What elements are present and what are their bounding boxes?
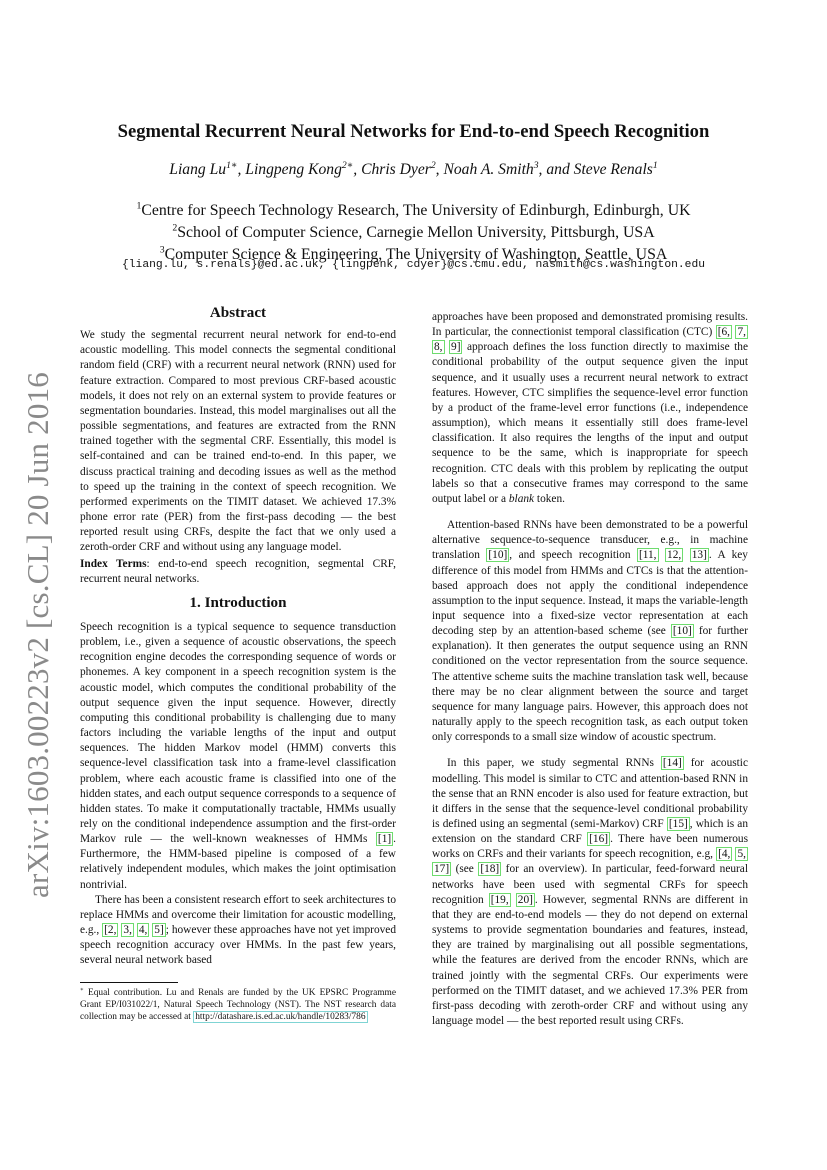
citation-link[interactable]: 9] (451, 341, 461, 354)
citation-link[interactable]: 12, (667, 549, 682, 562)
intro-paragraph: Speech recognition is a typical sequence to sequence transduction problem, i.e., given a sequence of acoustic observations, the speech recognition engine decodes the corresponding sequence of words or phonemes. A key component in a speech recognition system is the acoustic model, which computes the conditional probability of the output sequence given the input sequence. However, directly computing this conditional probability is challenging due to many factors including the variable lengths of the input and output sequences. The hidden Markov model (HMM) converts this sequence-level classification task into a frame-level classification problem, where each acoustic frame is classified into one of the hidden states, and each output sequence corresponds to a sequence of hidden states. To make it computationally tractable, HMMs usually rely on the conditional independence assumption and the first-order Markov rule — the well-known weaknesses of HMMs [1] . Furthermore, the HMM-based pipeline is composed of a few relatively independent modules, which makes the joint optimisation nontrivial. (80, 620, 396, 891)
citation-link[interactable]: [16] (589, 833, 609, 846)
citation-link[interactable]: [4, (718, 848, 731, 861)
body-paragraph: approaches have been proposed and demonstrated promising results. In particular, the connectionist temporal classification (CTC) [6, 7, 8, 9] approach defines the loss function directly to maximise the conditional probability of the output sequence given the input sequence, and it usually uses a recurrent neural network to extract features. However, CTC simplifies the sequence-level error function by a product of the frame-level error functions (i.e., independence assumption), which means it essentially still does frame-level classification. It also requires the lengths of the input and output sequence to be the same, which is inappropriate for speech recognition. CTC deals with this problem by replicating the output labels so that a consecutive frames may correspond to the same output label or a blank token. (432, 311, 748, 505)
citation-link[interactable]: 13] (691, 549, 707, 562)
citation-link[interactable]: [2, (104, 924, 117, 937)
citation-link[interactable]: 4, (138, 924, 148, 937)
citation-link[interactable]: 3, (123, 924, 132, 937)
citation-link[interactable]: [10] (672, 625, 692, 638)
author-mark: 2 (430, 159, 436, 171)
abstract-text: We study the segmental recurrent neural network for end-to-end acoustic modelling. This model connects the segmental conditional random field (CRF) with a recurrent neural network (RNN) used for feature extraction. Compared to most previous CRF-based acoustic models, it does not rely on an external system to provide features or segmentation boundaries. Instead, this model marginalises out all the possible segmentations, and features are extracted from the RNN trained together with the segmental CRF. Essentially, this model is self-contained and can be trained end-to-end. In this paper, we discuss practical training and decoding issues as well as the method to speed up the training in the context of speech recognition. We performed experiments on the TIMIT dataset. We achieved 17.3% phone error rate (PER) from the first-pass decoding — the best reported result using CRFs, despite the fact that we only used a zeroth-order CRF and without using any language model. (80, 329, 396, 554)
citation-link[interactable]: [6, (717, 326, 730, 339)
citation-link[interactable]: 5, (737, 848, 746, 861)
footnote: ∗ Equal contribution. Lu and Renals are funded by the UK EPSRC Programme Grant EP/I031022/1, Natural Speech Technology (NST). The NST research data collection may be accessed at http://datashare.is.ed.ac.uk/handle/10283/786 (80, 986, 396, 1023)
author: Steve Renals (573, 161, 653, 178)
author-mark: 2∗ (341, 159, 354, 171)
citation-link[interactable]: [11, (638, 549, 657, 562)
citation-link[interactable]: 17] (434, 863, 450, 876)
author-list: Liang $Lu^{1∗}$, Lingpeng Kong$^{2∗}$, Chris Dyer$^2$, Noah A. Smith$^3$, and Steve Renals$^1$ (169, 159, 658, 178)
affiliations (80, 200, 747, 266)
index-terms-label: Index Terms (80, 557, 147, 570)
author: Lingpeng Kong (245, 161, 342, 178)
author: Chris Dyer (361, 161, 431, 178)
abstract-heading: Abstract (209, 305, 267, 321)
footnote-url-link[interactable]: http://datashare.is.ed.ac.uk/handle/10283/786 (195, 1012, 366, 1023)
author-mark: 3 (533, 159, 539, 171)
citation-link[interactable]: 5] (154, 924, 164, 937)
citation-link[interactable]: 20] (517, 893, 533, 906)
intro-paragraph: There has been a consistent research effort to seek architectures to replace HMMs and overcome their limitation for acoustic modelling, e.g., [2, 3, 4, 5] ; however these approaches have not yet improved speech recognition accuracy over HMMs. In the past few years, several neural network based (80, 893, 397, 967)
arxiv-stamp (20, 340, 56, 930)
arxiv-id: arXiv:1603.00223v2 [cs.CL] 20 Jun 2016 (20, 372, 56, 898)
footnote-rule (80, 982, 178, 983)
section-heading-introduction: 1. Introduction (189, 594, 287, 611)
citation-link[interactable]: 8, (434, 341, 443, 354)
body-paragraph: Attention-based RNNs have been demonstrated to be a powerful alternative sequence-to-sequence transducer, e.g., in machine translation [10] , and speech recognition [11, 12, 13] . A key difference of this model from HMMs and CTCs is that the attention-based approach does not apply the conditional independence assumption to the input sequence. Instead, it maps the variable-length input sequence into a fixed-size vector representation at each decoding step by an attention-based scheme (see [10] for further explanation). It then generates the output sequence using an RNN conditioned on the vector representation from the source sequence. The attentive scheme suits the machine translation task well, because there may be no clear alignment between the source and target sequence for many language pairs. However, this approach does not naturally apply to the speech recognition task, as each output token only corresponds to a small size window of acoustic spectrum. (432, 519, 748, 744)
email-line: {liang.lu, s.renals}@ed.ac.uk, {lingpenk, cdyer}@cs.cmu.edu, nasmith@cs.washington.edu (121, 259, 705, 271)
affiliation: $^2$School of Computer Science, Carnegie Mellon University, Pittsburgh, USA (172, 222, 655, 241)
citation-link[interactable]: [18] (480, 863, 500, 876)
paper-title: Segmental Recurrent Neural Networks for End-to-end Speech Recognition (117, 121, 710, 142)
author: Noah A. Smith (443, 161, 534, 178)
citation-link[interactable]: [19, (490, 893, 509, 906)
citation-link[interactable]: 7, (737, 326, 746, 339)
affiliation: $^3$Computer Science & Engineering, The University of Washington, Seattle, USA (159, 244, 668, 263)
body-paragraph: In this paper, we study segmental RNNs [14] for acoustic modelling. This model is similar to CTC and attention-based RNN in the sense that an RNN encoder is also used for feature extraction, but it differs in the sense that the sequence-level conditional probability is defined using an segmental (semi-Markov) CRF [15] , which is an extension on the standard CRF [16] . There have been numerous works on CRFs and their variants for speech recognition, e.g, [4, 5, 17] (see [18] for an overview). In particular, feed-forward neural networks have been used with segmental CRFs for speech recognition [19, 20] . However, segmental RNNs are different in that they are end-to-end models — they do not depend on external systems to provide segmentation boundaries and features, instead, they are trained by marginalising out all possible segmentations, while the features are derived from the encoder RNNs, which are trained jointly with the segmental CRFs. Our experiments were performed on the TIMIT dataset, and we achieved 17.3% PER from first-pass decoding with zeroth-order CRF and without using any language model — the best reported result using CRFs. (432, 757, 748, 1028)
author-mark: 1∗ (226, 159, 238, 171)
author-mark: 1 (652, 159, 658, 171)
citation-link[interactable]: [14] (662, 757, 682, 770)
right-column (432, 310, 748, 1029)
citation-link[interactable]: [1] (377, 833, 392, 846)
left-column (80, 306, 396, 1024)
citation-link[interactable]: [15] (668, 818, 688, 830)
citation-link[interactable]: [10] (488, 549, 508, 562)
affiliation: $^1$Centre for Speech Technology Research, The University of Edinburgh, Edinburgh, UK (136, 200, 691, 219)
index-terms: Index Terms: end-to-end speech recognition, segmental CRF, recurrent neural networks. (80, 557, 397, 585)
author: Liang Lu (169, 161, 227, 178)
